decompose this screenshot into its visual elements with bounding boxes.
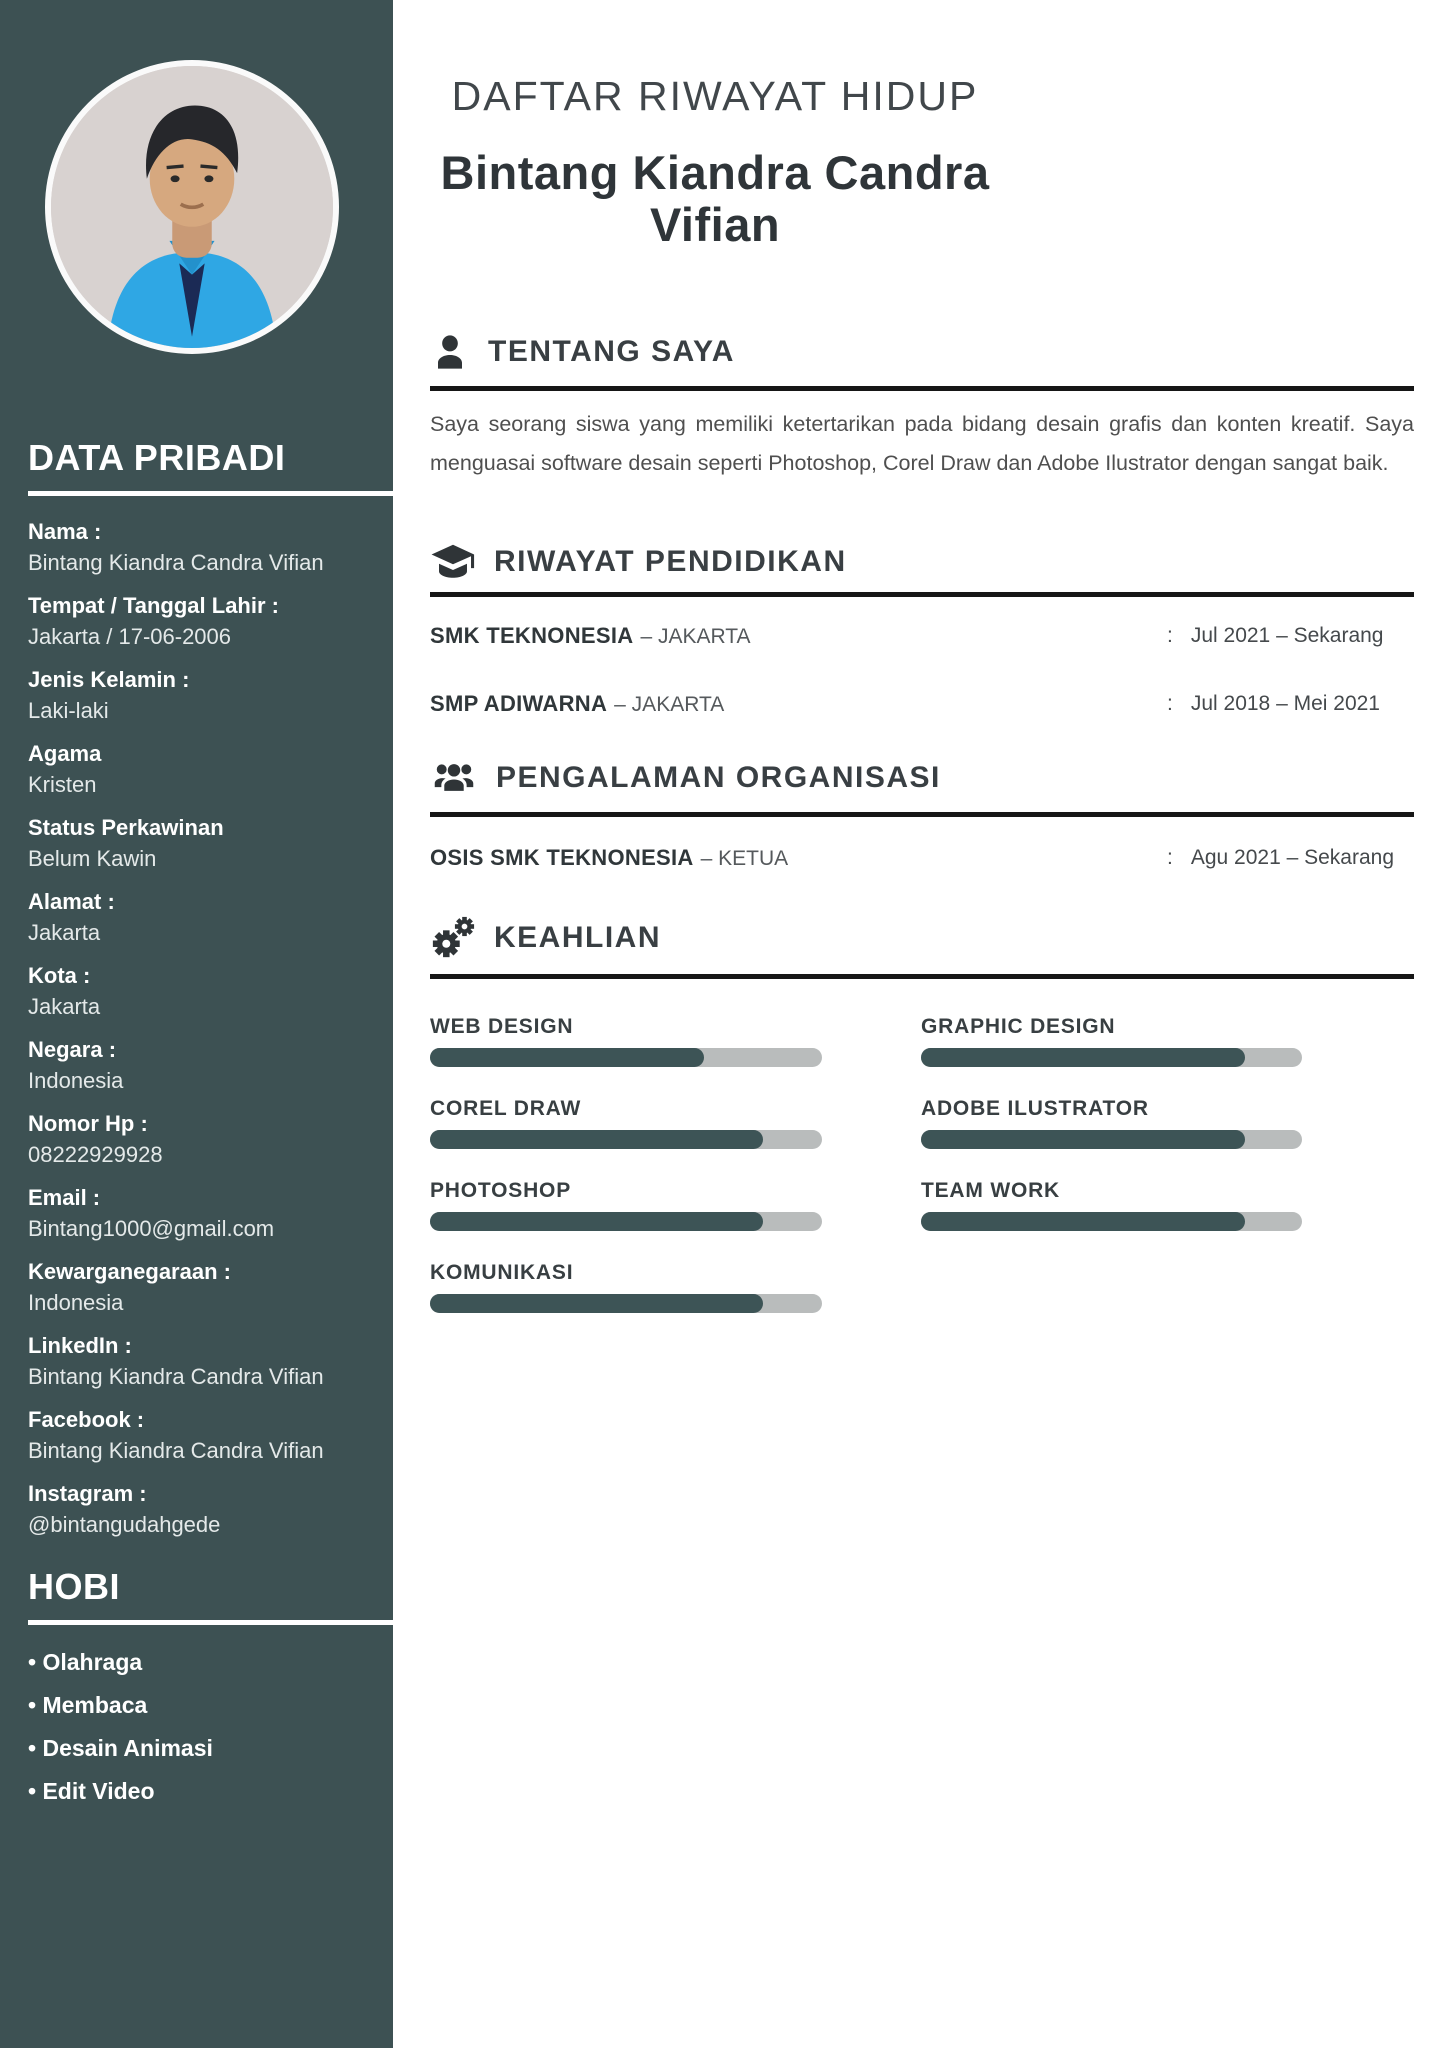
skill-bar-track [430, 1212, 822, 1231]
skill-label: PHOTOSHOP [430, 1179, 572, 1202]
field-label: Nomor Hp : [28, 1111, 148, 1136]
personal-data-underline [28, 491, 393, 496]
organization-title: PENGALAMAN ORGANISASI [496, 761, 941, 794]
organization-section [430, 756, 1414, 872]
period-value: Jul 2021 – Sekarang [1190, 624, 1384, 647]
personal-data-list [28, 518, 393, 1538]
education-section [430, 540, 1414, 718]
skills-title: KEAHLIAN [494, 921, 661, 954]
field-value: Belum Kawin [28, 845, 157, 871]
person-name-line2: Vifian [649, 198, 781, 251]
skill-bar-fill [430, 1130, 763, 1149]
sidebar [0, 0, 393, 2048]
organization-row [430, 845, 1414, 872]
field-label: Facebook : [28, 1407, 145, 1432]
organization-period [1167, 846, 1394, 870]
personal-data-field [28, 592, 393, 650]
skill-label: GRAPHIC DESIGN [921, 1015, 1116, 1038]
skill-bar-track [430, 1294, 822, 1313]
field-label: Kewarganegaraan : [28, 1259, 231, 1284]
skill-bar-track [430, 1048, 822, 1067]
skill-bar-fill [921, 1130, 1245, 1149]
field-value: Bintang Kiandra Candra Vifian [28, 1363, 324, 1389]
document-header [430, 73, 1000, 251]
skill-bar-fill [430, 1294, 763, 1313]
school-location: – JAKARTA [614, 693, 725, 716]
about-section [430, 330, 1414, 483]
hobby-list [28, 1649, 393, 1804]
education-row [430, 623, 1414, 650]
field-label: Agama [28, 741, 102, 766]
field-value: Bintang Kiandra Candra Vifian [28, 1437, 324, 1463]
education-header [430, 540, 1414, 584]
about-text: Saya seorang siswa yang memiliki ketertarikan pada bidang desain grafis dan konten kreatif. Saya menguasai software desain seperti Photoshop, Corel Draw dan Adobe Ilustrator dengan sangat baik. [430, 412, 1414, 475]
profile-photo-image [51, 66, 333, 348]
period-value: Agu 2021 – Sekarang [1190, 846, 1395, 869]
skills-section [430, 916, 1414, 1343]
organization-header [430, 756, 1414, 800]
skill-item [430, 1097, 822, 1149]
period-colon: : [1167, 846, 1173, 869]
skill-item [921, 1015, 1302, 1067]
education-rows [430, 623, 1414, 718]
personal-data-field [28, 1332, 393, 1390]
field-label: Negara : [28, 1037, 117, 1062]
education-period [1167, 624, 1383, 648]
personal-data-field [28, 1406, 393, 1464]
hobby-underline [28, 1620, 393, 1625]
field-label: Status Perkawinan [28, 815, 224, 840]
personal-data-field [28, 740, 393, 798]
school-name: SMP ADIWARNA [430, 691, 608, 716]
field-label: Instagram : [28, 1481, 147, 1506]
field-label: Nama : [28, 519, 102, 544]
skills-header [430, 916, 1414, 960]
document-title: DAFTAR RIWAYAT HIDUP [451, 73, 979, 119]
hobby-item: • Desain Animasi [28, 1735, 393, 1761]
about-title: TENTANG SAYA [488, 335, 735, 368]
skill-item [921, 1097, 1302, 1149]
skill-label: KOMUNIKASI [430, 1261, 574, 1284]
field-value: 08222929928 [28, 1141, 163, 1167]
skill-bar-track [921, 1130, 1302, 1149]
field-value: Jakarta [28, 919, 101, 945]
field-value: Laki-laki [28, 697, 109, 723]
personal-data-title: DATA PRIBADI [28, 437, 286, 478]
period-value: Jul 2018 – Mei 2021 [1190, 692, 1380, 715]
skill-bar-fill [430, 1212, 763, 1231]
hobby-item: • Membaca [28, 1692, 393, 1718]
person-name-line1: Bintang Kiandra Candra [440, 146, 990, 199]
hobby-item: • Olahraga [28, 1649, 393, 1675]
personal-data-field [28, 814, 393, 872]
skill-bar-fill [921, 1212, 1245, 1231]
field-value: Bintang1000@gmail.com [28, 1215, 275, 1241]
personal-data-field [28, 1480, 393, 1538]
personal-data-field [28, 1036, 393, 1094]
period-colon: : [1167, 692, 1173, 715]
skill-item [430, 1015, 822, 1067]
field-value: Kristen [28, 771, 97, 797]
skill-bar-track [430, 1130, 822, 1149]
about-underline [430, 386, 1414, 391]
field-value: @bintangudahgede [28, 1511, 221, 1537]
skill-label: ADOBE ILUSTRATOR [921, 1097, 1149, 1120]
field-label: Jenis Kelamin : [28, 667, 190, 692]
skill-label: COREL DRAW [430, 1097, 582, 1120]
field-value: Jakarta / 17-06-2006 [28, 623, 232, 649]
field-value: Jakarta [28, 993, 101, 1019]
education-title: RIWAYAT PENDIDIKAN [494, 545, 847, 578]
personal-data-field [28, 888, 393, 946]
skill-item [430, 1261, 822, 1313]
hobby-item: • Edit Video [28, 1778, 393, 1804]
education-period [1167, 692, 1380, 716]
education-row [430, 691, 1414, 718]
people-group-icon [430, 756, 478, 800]
period-colon: : [1167, 624, 1173, 647]
hobby-section [28, 1566, 393, 1821]
field-label: LinkedIn : [28, 1333, 132, 1358]
organization-name: OSIS SMK TEKNONESIA [430, 845, 694, 870]
personal-data-field [28, 666, 393, 724]
skill-label: WEB DESIGN [430, 1015, 574, 1038]
skills-grid [430, 1015, 1414, 1343]
graduation-cap-icon [430, 539, 476, 585]
personal-data-field [28, 518, 393, 576]
skill-bar-track [921, 1048, 1302, 1067]
organization-underline [430, 812, 1414, 817]
personal-data-section [28, 437, 393, 1554]
personal-data-field [28, 1110, 393, 1168]
personal-data-field [28, 962, 393, 1020]
hobby-title: HOBI [28, 1566, 120, 1607]
profile-photo [45, 60, 339, 354]
organization-rows [430, 845, 1414, 872]
field-value: Indonesia [28, 1289, 124, 1315]
gears-icon [430, 915, 476, 961]
person-icon [430, 332, 470, 372]
skill-label: TEAM WORK [921, 1179, 1061, 1202]
field-value: Bintang Kiandra Candra Vifian [28, 549, 324, 575]
field-label: Email : [28, 1185, 101, 1210]
field-label: Tempat / Tanggal Lahir : [28, 593, 279, 618]
skill-bar-track [921, 1212, 1302, 1231]
field-label: Kota : [28, 963, 91, 988]
skills-column-left [430, 1015, 822, 1343]
organization-role: – KETUA [700, 847, 789, 870]
personal-data-field [28, 1258, 393, 1316]
field-label: Alamat : [28, 889, 115, 914]
school-location: – JAKARTA [640, 625, 751, 648]
school-name: SMK TEKNONESIA [430, 623, 634, 648]
skill-bar-fill [430, 1048, 704, 1067]
skills-column-right [921, 1015, 1302, 1343]
skill-bar-fill [921, 1048, 1245, 1067]
about-header [430, 330, 1414, 374]
personal-data-field [28, 1184, 393, 1242]
person-name [430, 147, 1000, 251]
skills-underline [430, 974, 1414, 979]
education-underline [430, 592, 1414, 597]
skill-item [430, 1179, 822, 1231]
skill-item [921, 1179, 1302, 1231]
field-value: Indonesia [28, 1067, 124, 1093]
